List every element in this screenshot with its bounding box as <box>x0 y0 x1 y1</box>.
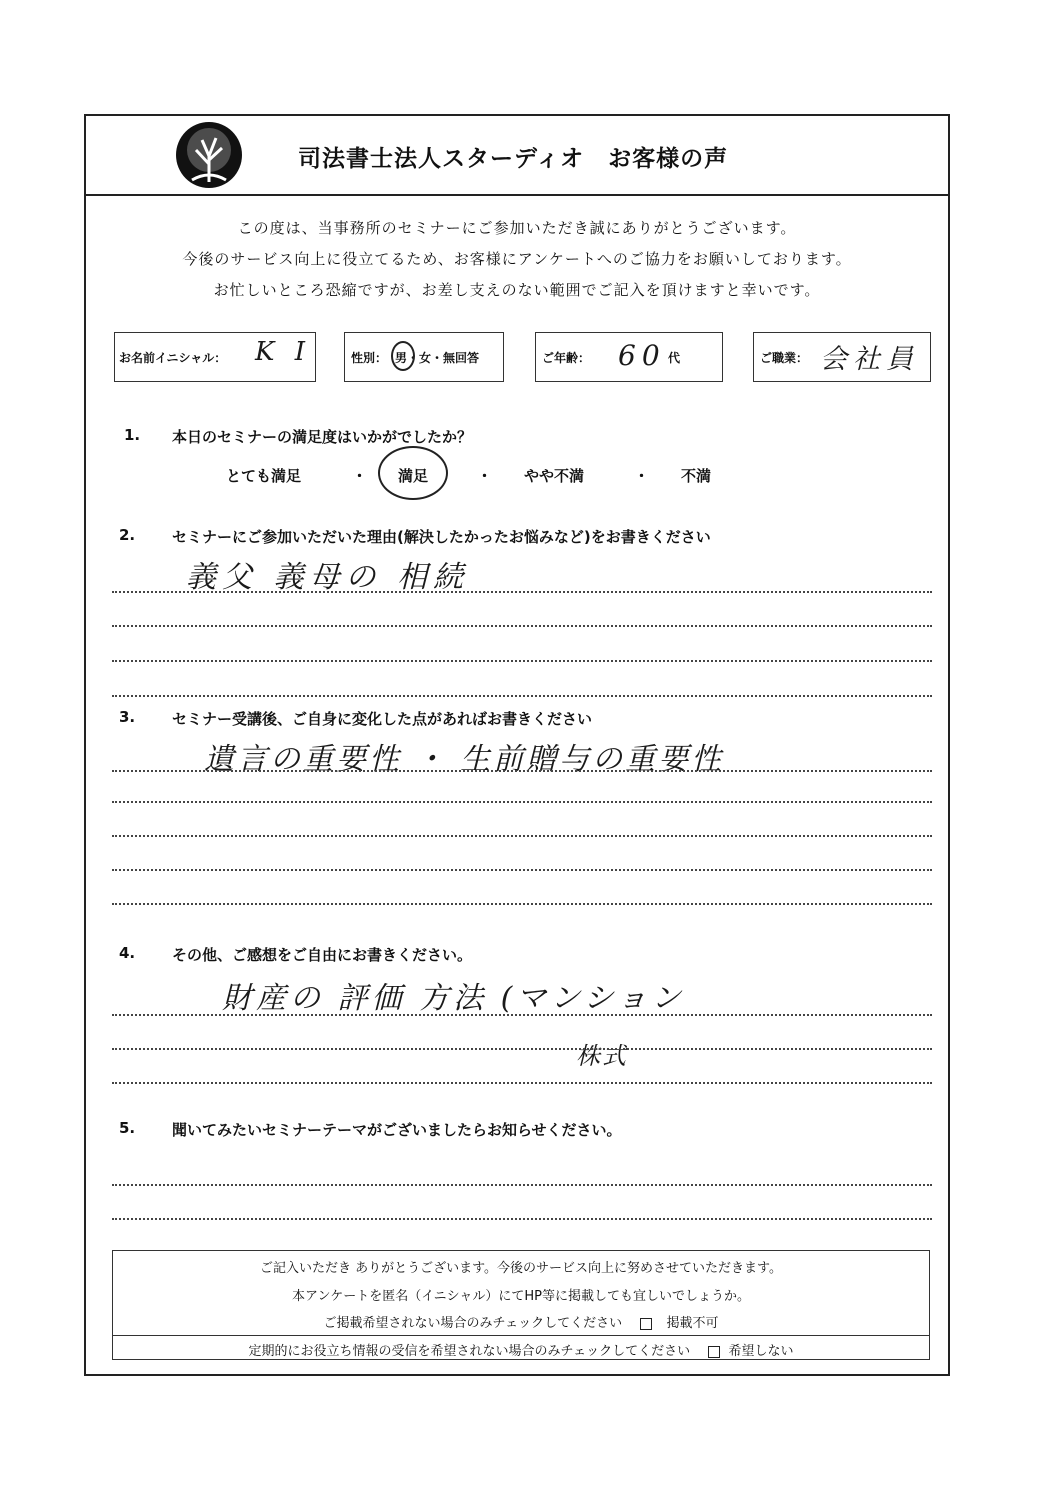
answer-line <box>112 1048 932 1050</box>
question-4-answer[interactable]: 財産の 評価 方法 (マンション <box>222 981 685 1016</box>
footer-line-2: 本アンケートを匿名（イニシャル）にてHP等に掲載しても宜しいでしょうか。 <box>291 1289 751 1304</box>
q1-option-slightly-dissatisfied[interactable]: やや不満 <box>524 467 585 485</box>
answer-line <box>112 770 932 772</box>
job-field[interactable] <box>753 332 931 382</box>
answer-line <box>112 695 932 697</box>
age-field[interactable] <box>535 332 723 382</box>
footer-line-3-text: ご掲載希望されない場合のみチェックしてください <box>323 1316 623 1331</box>
question-1-text: 本日のセミナーの満足度はいかがでしたか？ <box>172 428 473 446</box>
answer-line <box>112 1184 932 1186</box>
question-4-text: その他、ご感想をご自由にお書きください。 <box>172 946 473 964</box>
question-4-answer-note[interactable]: 株式 <box>576 1042 628 1070</box>
question-2-text: セミナーにご参加いただいた理由(解決したかったお悩みなど)をお書きください <box>172 528 711 546</box>
age-value: 60 <box>618 339 666 372</box>
no-publish-checkbox[interactable] <box>640 1318 652 1330</box>
page-title: 司法書士法人スターディオ お客様の声 <box>298 146 729 172</box>
question-3-text: セミナー受講後、ご自身に変化した点があればお書きください <box>172 710 593 728</box>
initial-field[interactable] <box>114 332 316 382</box>
answer-line <box>112 591 932 593</box>
answer-line <box>112 903 932 905</box>
q1-separator-2: ・ <box>477 467 493 485</box>
no-publish-label: 掲載不可 <box>666 1316 719 1331</box>
question-5-number: 5. <box>119 1119 136 1137</box>
q1-option-very-satisfied[interactable]: とても満足 <box>226 467 302 485</box>
answer-line <box>112 835 932 837</box>
age-label: ご年齢： <box>542 351 591 365</box>
answer-line <box>112 1082 932 1084</box>
footer-line-3 <box>112 1312 930 1331</box>
answer-line <box>112 660 932 662</box>
question-3-answer[interactable]: 遺言の重要性 ・ 生前贈与の重要性 <box>204 742 725 777</box>
gender-label: 性別： <box>351 351 388 365</box>
answer-line <box>112 1014 932 1016</box>
initial-label: お名前イニシャル： <box>119 351 227 365</box>
footer-line-1: ご記入いただき ありがとうございます。今後のサービス向上に努めさせていただきます。 <box>259 1261 783 1276</box>
initial-value: K I <box>255 337 311 367</box>
question-2-answer[interactable]: 義父 義母の 相続 <box>186 560 470 595</box>
question-3-number: 3. <box>119 708 136 726</box>
age-unit: 代 <box>668 351 681 365</box>
q1-separator-1: ・ <box>352 467 368 485</box>
no-newsletter-checkbox[interactable] <box>708 1346 720 1358</box>
intro-line-3: お忙しいところ恐縮ですが、お差し支えのない範囲でご記入を頂けますと幸いです。 <box>213 281 821 299</box>
gender-selected-circle <box>391 341 415 371</box>
question-1-number: 1. <box>124 426 141 444</box>
question-2-number: 2. <box>119 526 136 544</box>
header-divider <box>84 194 950 196</box>
q1-selected-circle <box>378 446 448 500</box>
intro-line-2: 今後のサービス向上に役立てるため、お客様にアンケートへのご協力をお願いしております。 <box>182 250 852 268</box>
gender-options: 男・女・無回答 <box>395 351 480 365</box>
answer-line <box>112 869 932 871</box>
footer-divider <box>112 1335 930 1336</box>
question-4-number: 4. <box>119 944 136 962</box>
answer-line <box>112 801 932 803</box>
no-newsletter-label: 希望しない <box>728 1344 794 1359</box>
q1-option-dissatisfied[interactable]: 不満 <box>681 467 712 485</box>
job-label: ご職業： <box>760 351 809 365</box>
q1-option-satisfied[interactable]: 満足 <box>398 467 429 485</box>
q1-separator-3: ・ <box>634 467 650 485</box>
question-5-text: 聞いてみたいセミナーテーマがございましたらお知らせください。 <box>172 1121 622 1139</box>
job-value: 会社員 <box>820 344 919 375</box>
answer-line <box>112 1218 932 1220</box>
answer-line <box>112 625 932 627</box>
intro-line-1: この度は、当事務所のセミナーにご参加いただき誠にありがとうございます。 <box>237 219 797 237</box>
tree-logo-icon <box>174 120 244 190</box>
footer-line-4 <box>112 1340 930 1359</box>
footer-line-4-text: 定期的にお役立ち情報の受信を希望されない場合のみチェックしてください <box>248 1344 691 1359</box>
gender-field[interactable] <box>344 332 504 382</box>
